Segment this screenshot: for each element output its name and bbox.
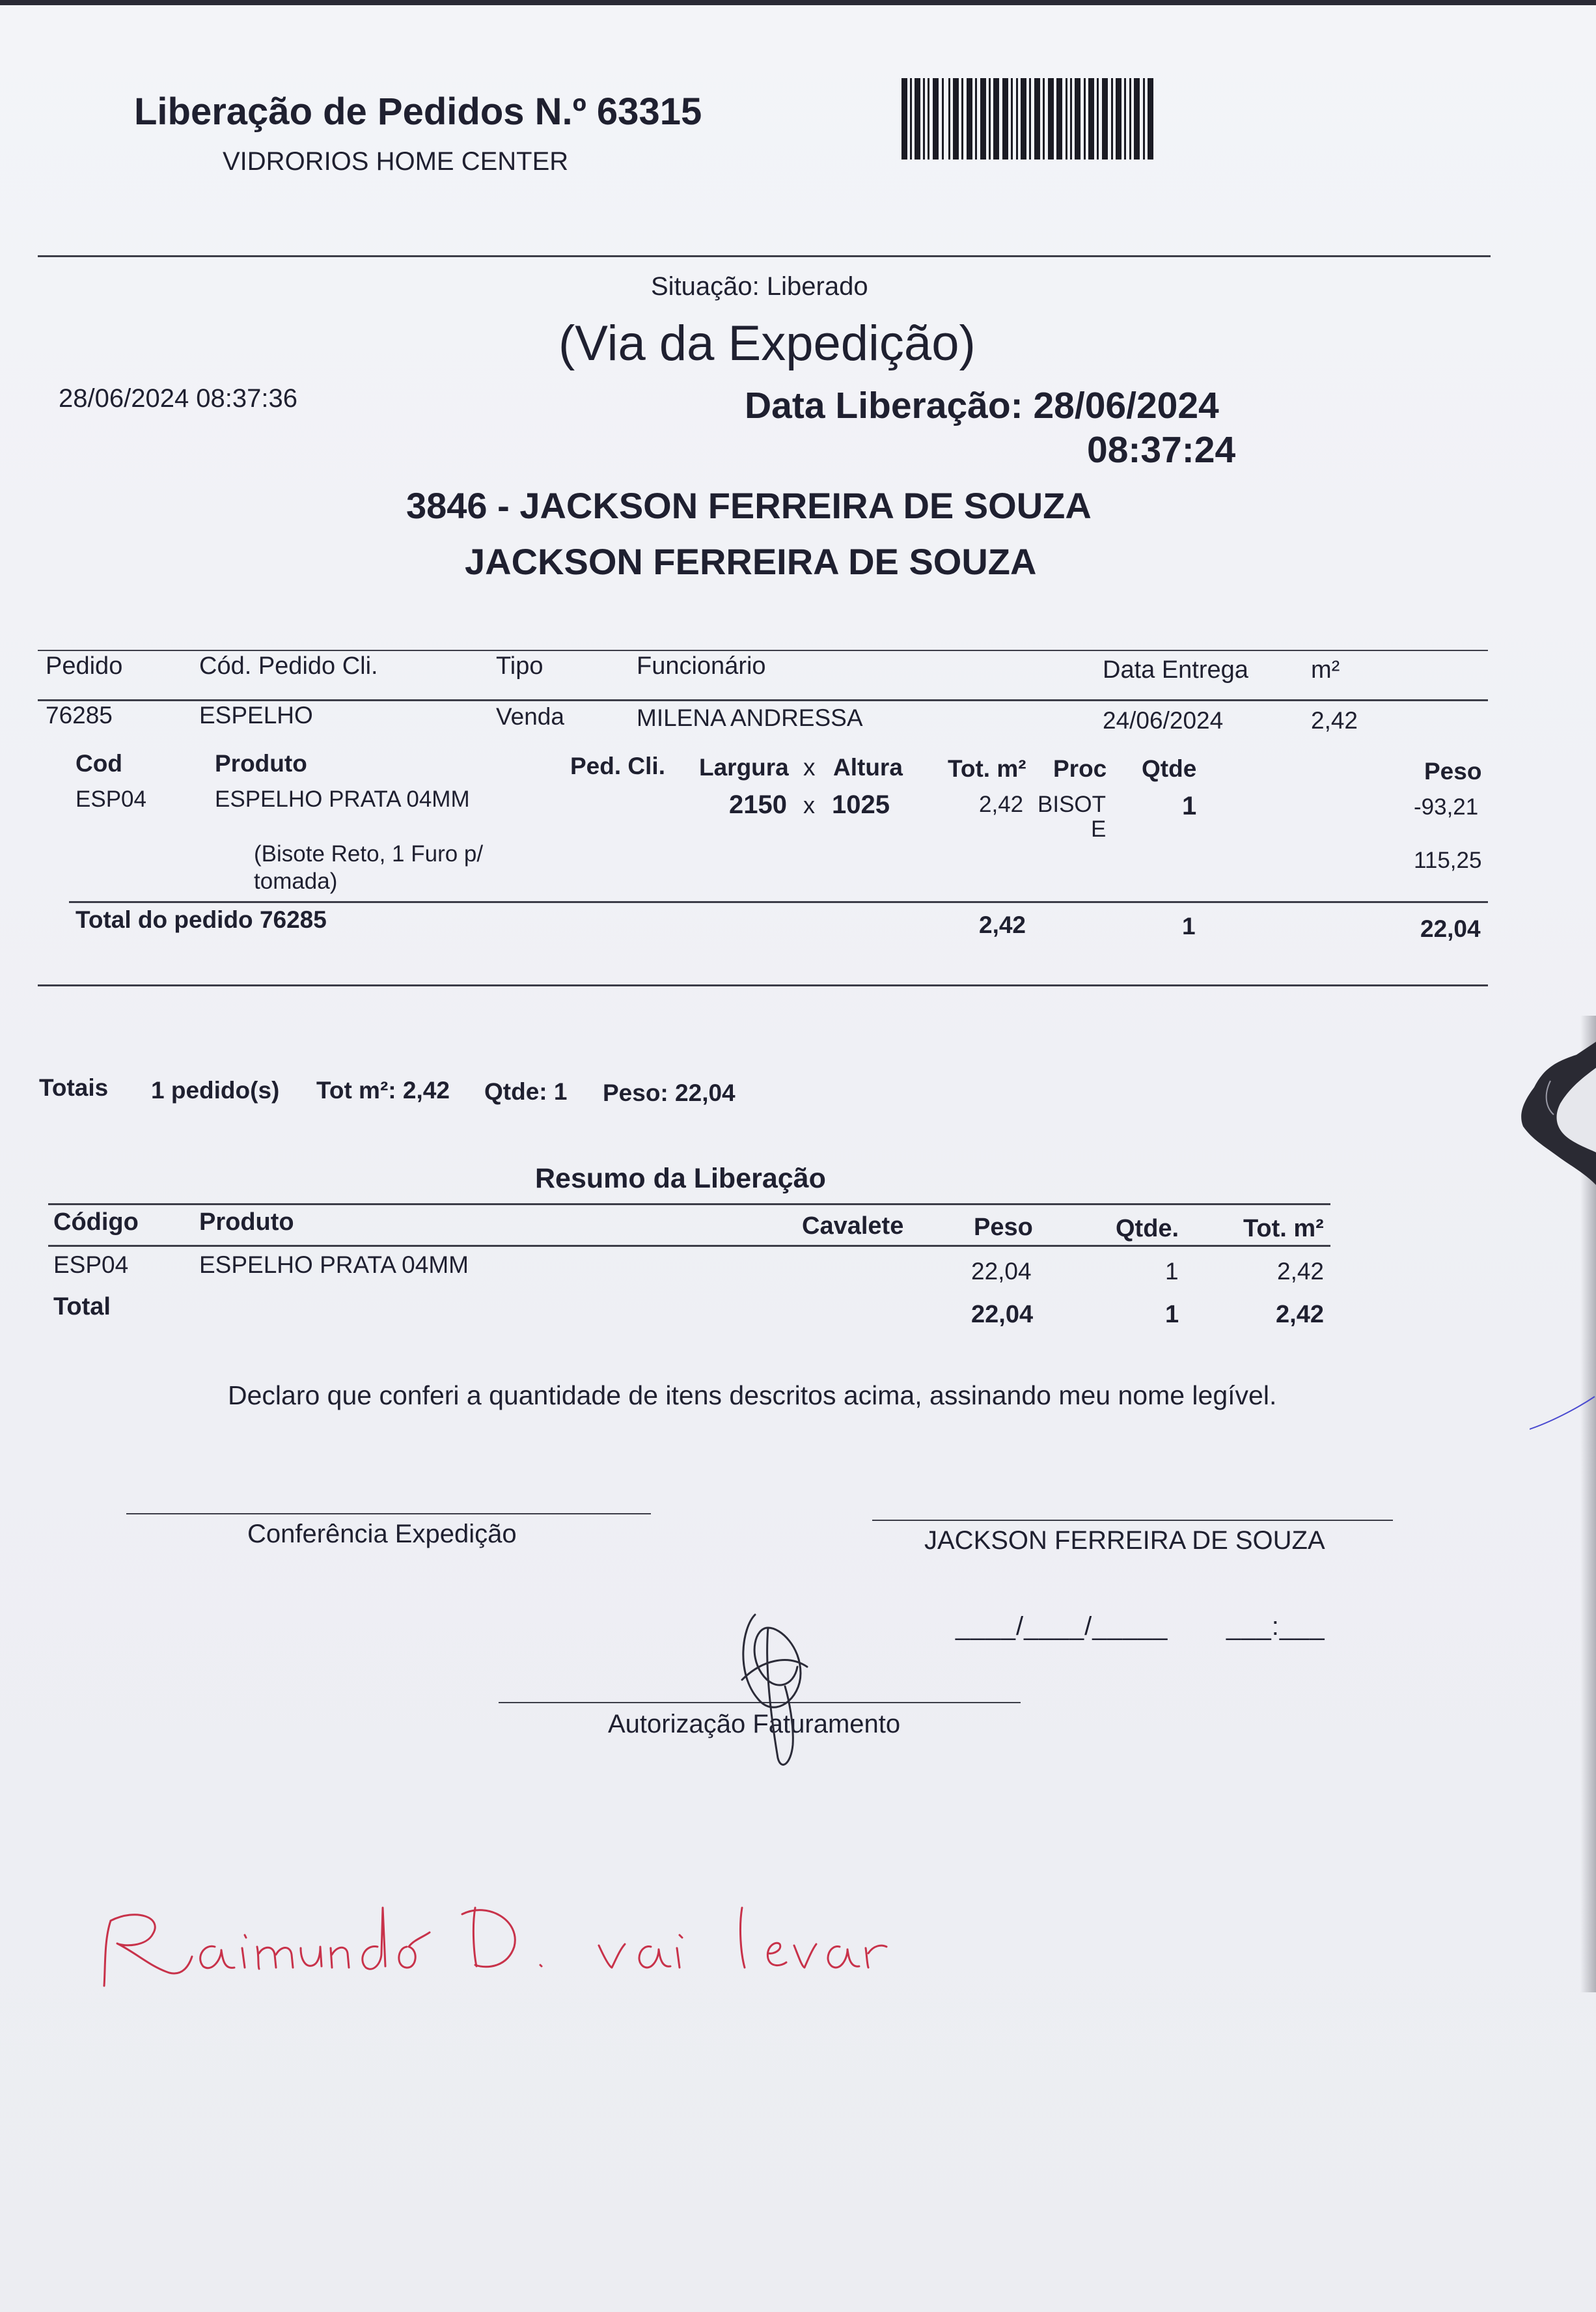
summary-produto: ESPELHO PRATA 04MM [199,1251,469,1278]
summary-title: Resumo da Liberação [535,1163,826,1194]
printed-timestamp: 28/06/2024 08:37:36 [59,384,298,413]
item-col-x: x [803,754,816,781]
summary-col-cavalete: Cavalete [802,1212,904,1240]
order-pedido: 76285 [46,702,113,729]
order-total-qtde: 1 [1182,913,1196,940]
col-tipo: Tipo [496,652,543,680]
order-table-header-rule [38,699,1488,701]
order-cod-pedido-cli: ESPELHO [199,702,313,729]
summary-top-rule [48,1203,1330,1205]
item-x: x [803,792,815,818]
item-proc-line1: BISOT [1038,792,1107,817]
item-peso: -93,21 [1414,794,1479,820]
summary-col-codigo: Código [53,1208,139,1236]
header-divider [38,255,1491,257]
item-proc-line2: E [1091,816,1107,842]
declaration-text: Declaro que conferi a quantidade de itens descritos acima, assinando meu nome legível. [228,1380,1277,1410]
summary-col-tot-m2: Tot. m² [1243,1215,1324,1242]
totals-qtde: Qtde: 1 [484,1078,568,1105]
item-col-cod: Cod [76,750,122,777]
conferencia-label: Conferência Expedição [247,1520,517,1548]
totals-tot-m2: Tot m²: 2,42 [316,1077,450,1104]
summary-qtde: 1 [1165,1258,1179,1285]
item-altura: 1025 [832,790,890,819]
summary-total-qtde: 1 [1165,1301,1179,1328]
copy-type: (Via da Expedição) [558,316,976,371]
col-pedido: Pedido [46,652,123,680]
client-signature-name: JACKSON FERREIRA DE SOUZA [924,1526,1325,1555]
order-total-m2: 2,42 [979,912,1026,938]
scan-edge [0,0,1596,5]
item-col-tot-m2: Tot. m² [948,755,1026,782]
date-blank: ____/____/_____ [956,1612,1168,1641]
order-funcionario: MILENA ANDRESSA [637,704,863,731]
order-table-bottom-rule [38,984,1488,986]
release-time: 08:37:24 [1087,429,1236,471]
item-obs-line1: (Bisote Reto, 1 Furo p/ [254,841,484,867]
summary-header-rule [48,1245,1330,1247]
item-col-proc: Proc [1053,755,1107,782]
item-qtde: 1 [1182,792,1197,820]
item-largura: 2150 [729,790,787,819]
status-text: Situação: Liberado [651,272,868,301]
barcode-icon [901,78,1159,160]
summary-total-tot-m2: 2,42 [1276,1301,1324,1328]
order-data-entrega: 24/06/2024 [1103,707,1224,734]
torn-paper-corner [1472,1042,1596,1211]
client-code-name: 3846 - JACKSON FERREIRA DE SOUZA [406,485,1092,526]
item-cod: ESP04 [76,787,146,812]
item-obs-line2: tomada) [254,869,338,894]
summary-peso: 22,04 [971,1258,1032,1285]
autorizacao-label: Autorização Faturamento [608,1710,901,1738]
ink-stroke-mark [1530,1393,1596,1432]
item-peso-2: 115,25 [1414,848,1482,873]
summary-col-qtde: Qtde. [1116,1215,1179,1242]
item-tot-m2: 2,42 [979,792,1024,817]
col-funcionario: Funcionário [637,652,766,680]
order-m2: 2,42 [1311,707,1358,734]
conferencia-signature-line [126,1513,651,1514]
client-signature-line [872,1520,1393,1521]
order-tipo: Venda [496,703,564,730]
item-produto: ESPELHO PRATA 04MM [215,787,470,812]
item-col-peso: Peso [1424,758,1482,785]
item-col-qtde: Qtde [1142,755,1197,782]
summary-total-peso: 22,04 [971,1301,1034,1328]
order-total-label: Total do pedido 76285 [76,906,327,933]
summary-total-label: Total [53,1293,111,1320]
summary-codigo: ESP04 [53,1251,129,1278]
signature-scribble [729,1602,814,1777]
col-m2: m² [1311,656,1340,684]
totals-label: Totais [39,1074,109,1101]
item-col-altura: Altura [833,754,903,781]
col-cod-pedido-cli: Cód. Pedido Cli. [199,652,378,680]
totals-peso: Peso: 22,04 [603,1079,736,1106]
summary-tot-m2: 2,42 [1277,1258,1325,1285]
time-blank: ___:___ [1226,1612,1325,1641]
handwritten-note [91,1882,924,1992]
page-title: Liberação de Pedidos N.º 63315 [134,91,702,133]
item-col-produto: Produto [215,750,307,777]
client-name: JACKSON FERREIRA DE SOUZA [465,541,1037,582]
totals-pedidos: 1 pedido(s) [151,1077,280,1104]
release-date: Data Liberação: 28/06/2024 [745,385,1219,426]
company-name: VIDRORIOS HOME CENTER [223,147,569,176]
item-col-ped-cli: Ped. Cli. [570,753,665,779]
summary-col-produto: Produto [199,1208,294,1236]
order-table-top-rule [38,650,1488,651]
order-total-peso: 22,04 [1420,915,1481,942]
item-col-largura: Largura [699,754,789,781]
col-data-entrega: Data Entrega [1103,656,1248,684]
summary-col-peso: Peso [974,1214,1033,1241]
order-total-rule [69,901,1488,903]
